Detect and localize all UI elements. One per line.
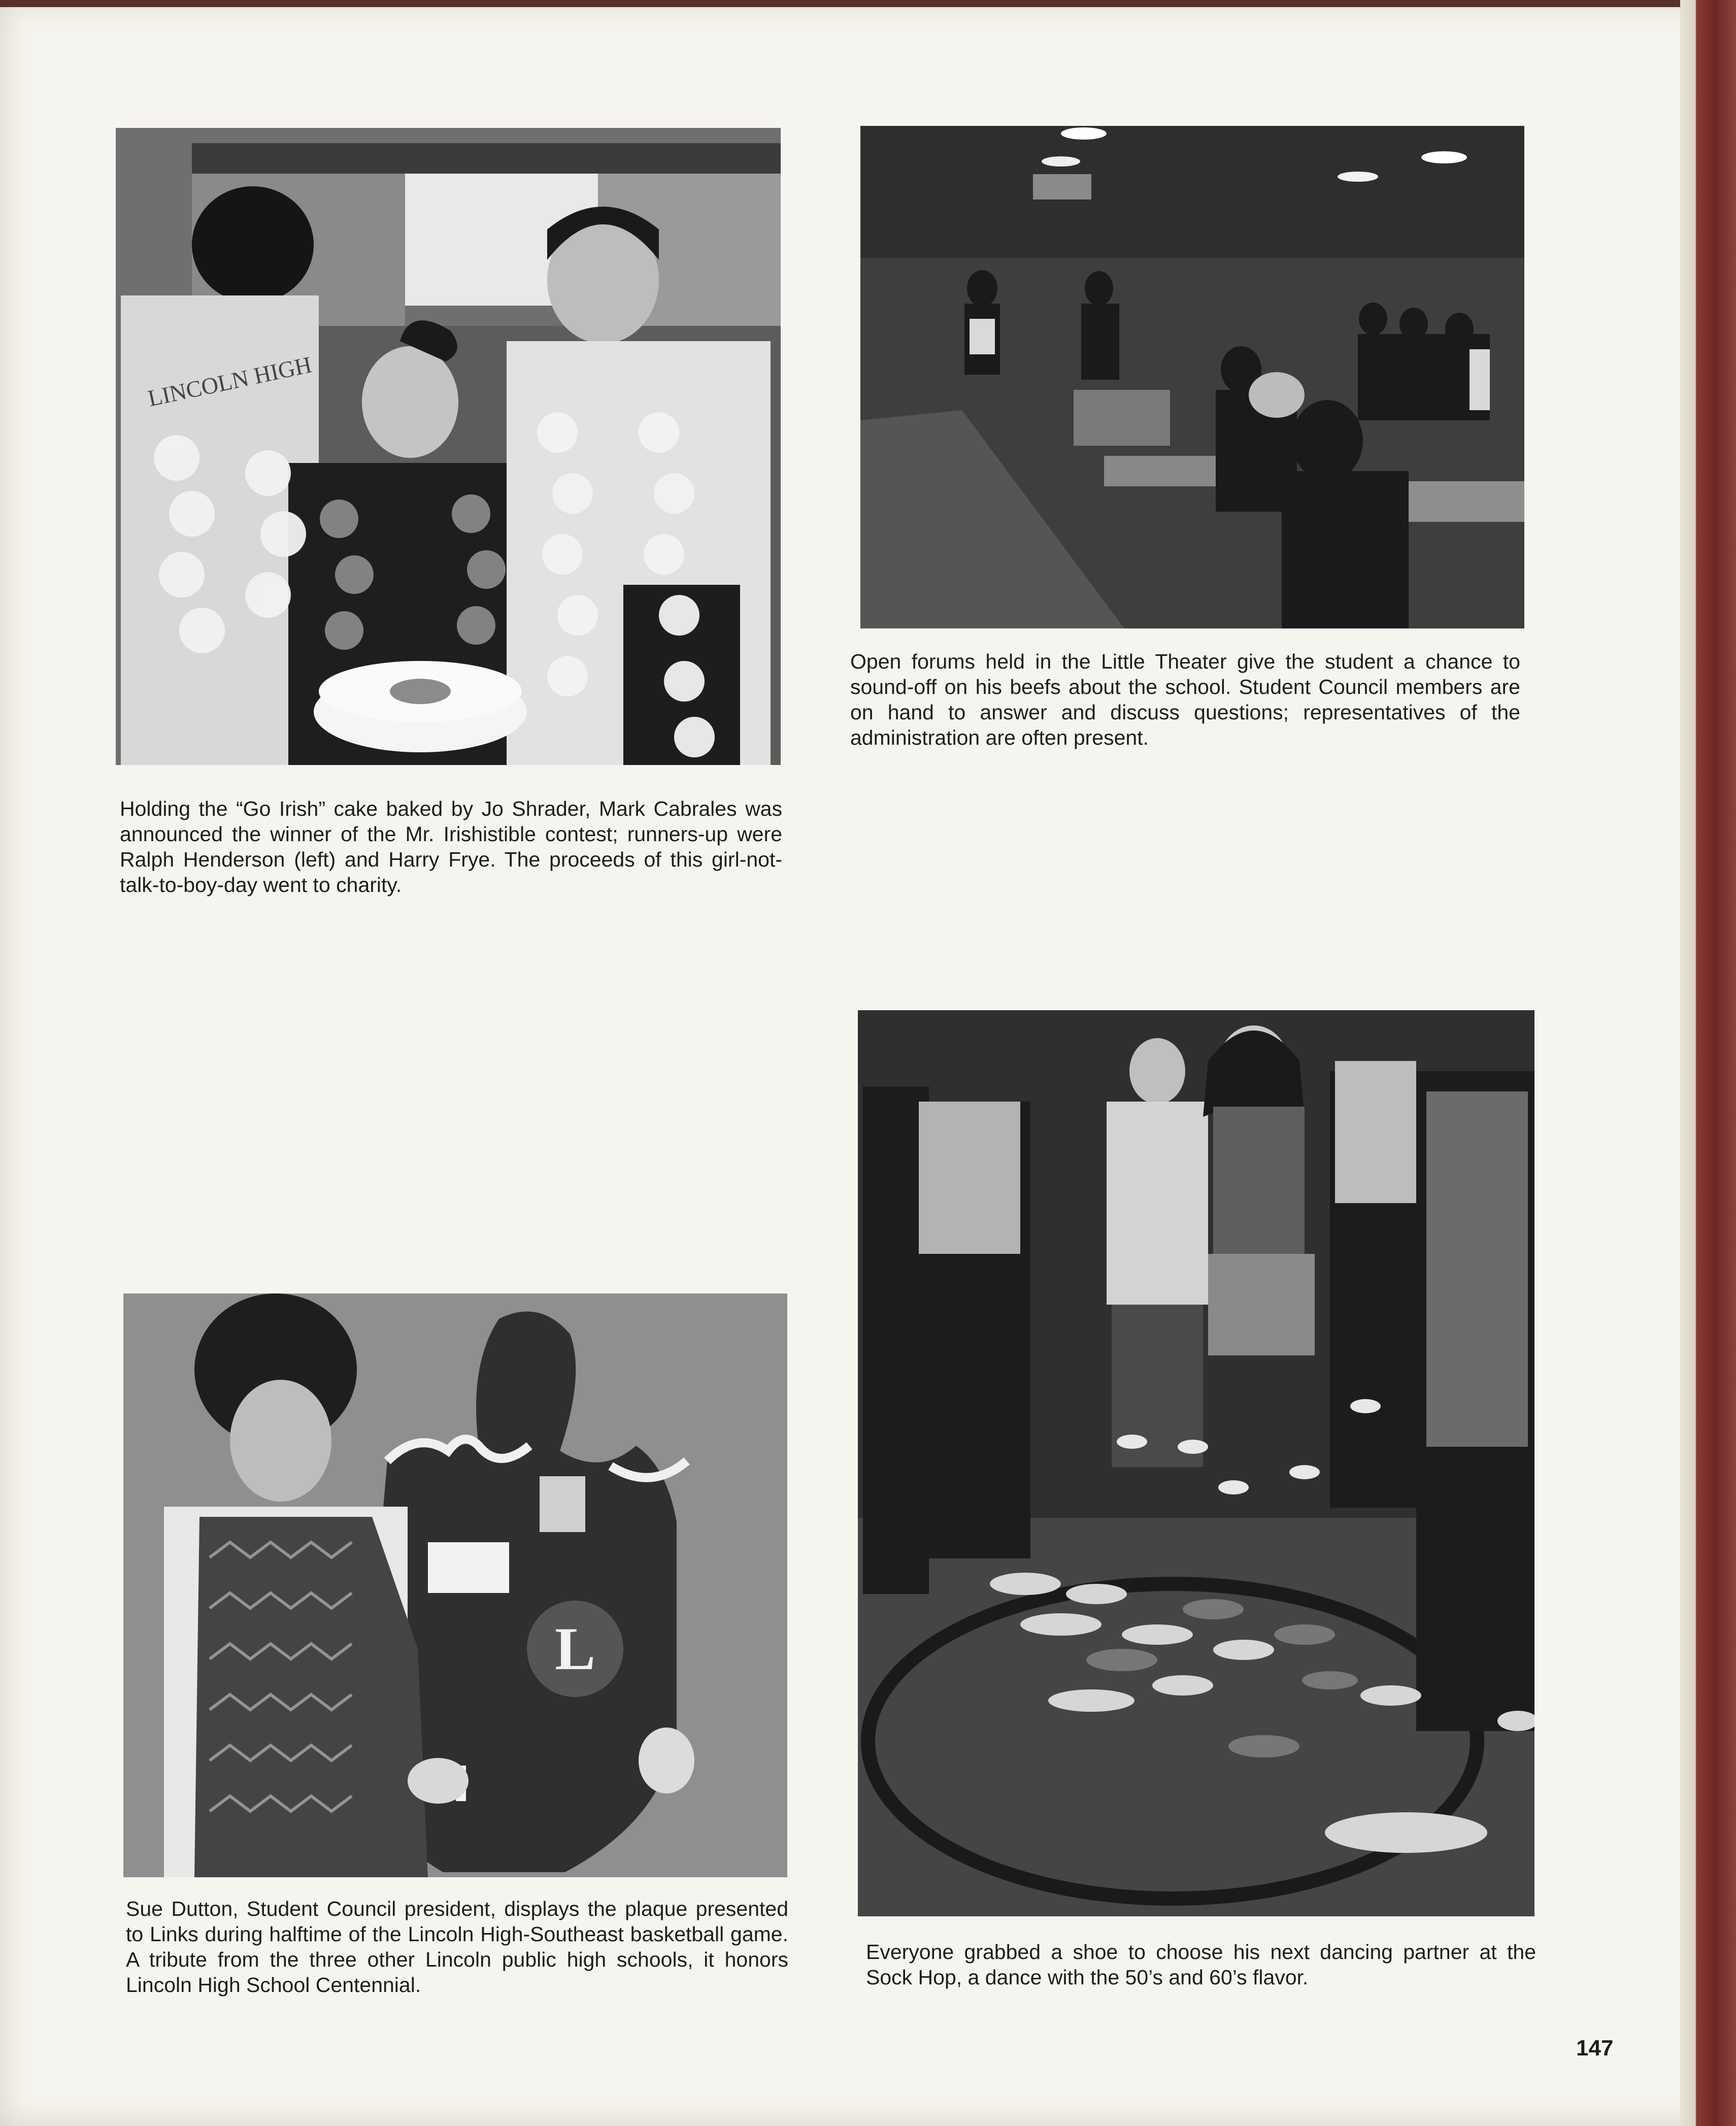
- caption-open-forum: Open forums held in the Little Theater give the student a chance to sound-off on his beefs about the school. Student Council members are on hand to answer and discuss questions; representatives of the administration are often present.: [850, 650, 1520, 749]
- plaque-letter: L: [554, 1615, 596, 1682]
- top-edge: [0, 0, 1736, 7]
- photo-plaque-image: [123, 1293, 787, 1877]
- photo-irish-cake: [116, 128, 781, 765]
- shirt-lettering: LINCOLN HIGH: [145, 351, 314, 412]
- photo-open-forum: [860, 126, 1524, 628]
- photo-sock-hop: [858, 1010, 1534, 1916]
- book-binding: [1680, 0, 1736, 2126]
- photo-irish-cake-image: [116, 128, 781, 765]
- photo-sock-hop-image: [858, 1010, 1534, 1916]
- photo-open-forum-image: [860, 126, 1524, 628]
- caption-sock-hop: Everyone grabbed a shoe to choose his next dancing partner at the Sock Hop, a dance with the 50’s and 60’s flavor.: [866, 1940, 1536, 1989]
- page-number: 147: [1576, 2036, 1614, 2061]
- caption-irish-cake: Holding the “Go Irish” cake baked by Jo Shrader, Mark Cabrales was announced the winner of the Mr. Irishistible contest; runners-up were Ralph Henderson (left) and Harry Frye. The proceeds of this girl-not-talk-to-boy-day went to charity.: [120, 797, 782, 896]
- caption-plaque: Sue Dutton, Student Council president, displays the plaque presented to Links during halftime of the Lincoln High-Southeast basketball game. A tribute from the three other Lincoln public high schools, it honors Lincoln High School Centennial.: [126, 1897, 788, 1997]
- photo-plaque: [123, 1293, 787, 1877]
